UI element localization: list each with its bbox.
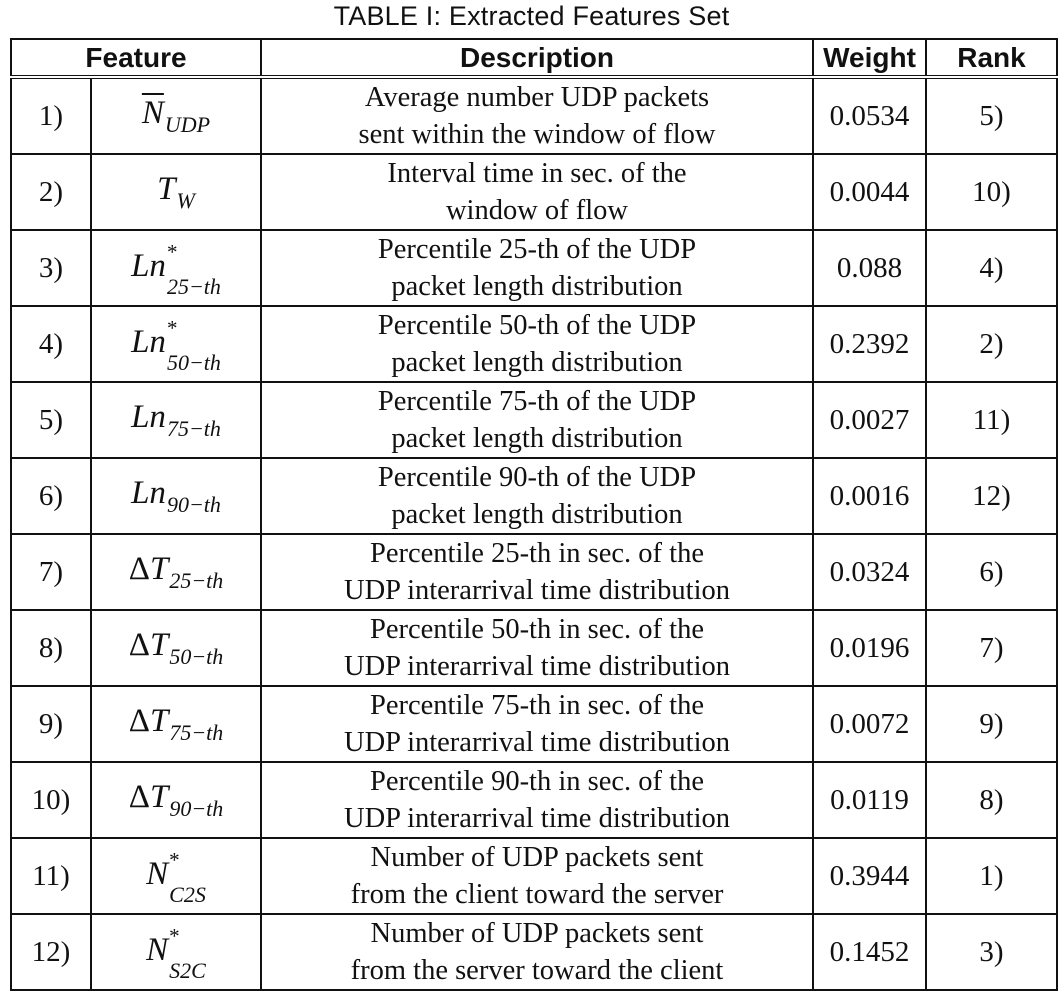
symbol-subscript: C2S — [169, 882, 206, 908]
feature-symbol — [91, 154, 261, 230]
symbol-base: $\overline{N}$ — [141, 94, 164, 131]
description-line-2: packet length distribution — [391, 499, 683, 530]
feature-description — [261, 838, 813, 914]
description-line-1: Percentile 75-th of the UDP — [377, 386, 697, 417]
features-table — [10, 38, 1058, 991]
feature-index: 5) — [11, 382, 91, 458]
symbol-base: Ln — [131, 398, 166, 435]
feature-symbol — [91, 382, 261, 458]
feature-description — [261, 458, 813, 534]
description-line-1: Percentile 25-th in sec. of the — [370, 538, 704, 569]
feature-index: 6) — [11, 458, 91, 534]
feature-description — [261, 610, 813, 686]
symbol-base: T — [157, 170, 176, 207]
feature-index: 3) — [11, 230, 91, 306]
feature-weight: 0.0016 — [813, 458, 926, 534]
symbol-superscript: * — [169, 924, 180, 949]
feature-symbol — [91, 838, 261, 914]
feature-description — [261, 306, 813, 382]
symbol-base: Ln — [131, 247, 166, 284]
feature-symbol — [91, 686, 261, 762]
feature-symbol — [91, 306, 261, 382]
feature-weight: 0.0027 — [813, 382, 926, 458]
description-line-1: Percentile 50-th in sec. of the — [370, 614, 704, 645]
description-line-2: UDP interarrival time distribution — [343, 651, 730, 682]
feature-index: 4) — [11, 306, 91, 382]
feature-symbol — [91, 77, 261, 154]
header-weight: Weight — [813, 39, 926, 77]
feature-symbol — [91, 458, 261, 534]
symbol-base: Ln — [131, 474, 166, 511]
description-line-1: Percentile 50-th of the UDP — [377, 310, 697, 341]
feature-weight: 0.1452 — [813, 914, 926, 990]
feature-rank: 3) — [926, 914, 1057, 990]
symbol-base: T — [149, 550, 169, 587]
description-line-2: from the client toward the server — [350, 879, 724, 910]
feature-symbol — [91, 914, 261, 990]
header-rank: Rank — [926, 39, 1057, 77]
symbol-base: N — [146, 931, 169, 968]
feature-symbol — [91, 610, 261, 686]
description-line-2: UDP interarrival time distribution — [343, 803, 730, 834]
feature-weight: 0.088 — [813, 230, 926, 306]
table-row — [11, 914, 1057, 990]
table-row — [11, 686, 1057, 762]
feature-weight: 0.3944 — [813, 838, 926, 914]
symbol-base: T — [149, 778, 169, 815]
symbol-subscript: 50−th — [169, 643, 224, 669]
symbol-subscript: S2C — [169, 958, 206, 984]
feature-description — [261, 686, 813, 762]
feature-index: 11) — [11, 838, 91, 914]
feature-symbol — [91, 534, 261, 610]
delta-symbol: Δ — [128, 626, 150, 663]
feature-description — [261, 382, 813, 458]
table-row — [11, 154, 1057, 230]
description-line-1: Percentile 90-th of the UDP — [377, 462, 697, 493]
feature-description — [261, 77, 813, 154]
delta-symbol: Δ — [128, 702, 150, 739]
feature-rank: 1) — [926, 838, 1057, 914]
table-row — [11, 230, 1057, 306]
description-line-1: Percentile 90-th in sec. of the — [370, 766, 704, 797]
table-row — [11, 458, 1057, 534]
feature-index: 10) — [11, 762, 91, 838]
description-line-2: from the server toward the client — [350, 955, 724, 986]
feature-rank: 7) — [926, 610, 1057, 686]
symbol-superscript: * — [166, 316, 178, 341]
feature-weight: 0.0119 — [813, 762, 926, 838]
feature-index: 8) — [11, 610, 91, 686]
feature-weight: 0.2392 — [813, 306, 926, 382]
table-row — [11, 306, 1057, 382]
feature-rank: 11) — [926, 382, 1057, 458]
header-feature: Feature — [11, 39, 261, 77]
description-line-1: Percentile 75-th in sec. of the — [370, 690, 704, 721]
feature-rank: 9) — [926, 686, 1057, 762]
feature-rank: 10) — [926, 154, 1057, 230]
description-line-2: window of flow — [445, 195, 629, 226]
feature-index: 1) — [11, 77, 91, 154]
feature-index: 7) — [11, 534, 91, 610]
description-line-1: Interval time in sec. of the — [387, 158, 687, 189]
feature-rank: 12) — [926, 458, 1057, 534]
feature-weight: 0.0044 — [813, 154, 926, 230]
header-description: Description — [261, 39, 813, 77]
table-row — [11, 838, 1057, 914]
description-line-2: UDP interarrival time distribution — [343, 727, 730, 758]
feature-rank: 8) — [926, 762, 1057, 838]
header-row — [11, 39, 1057, 77]
feature-rank: 4) — [926, 230, 1057, 306]
feature-rank: 6) — [926, 534, 1057, 610]
symbol-base: T — [149, 702, 169, 739]
symbol-subscript: 90−th — [169, 795, 224, 821]
feature-weight: 0.0324 — [813, 534, 926, 610]
description-line-1: Number of UDP packets sent — [370, 842, 704, 873]
symbol-subscript: 90−th — [166, 491, 221, 517]
symbol-subscript: 75−th — [166, 415, 221, 441]
description-line-2: packet length distribution — [391, 347, 683, 378]
table-caption: TABLE I: Extracted Features Set — [333, 1, 730, 31]
feature-weight: 0.0534 — [813, 77, 926, 154]
symbol-subscript: 50−th — [166, 350, 221, 376]
feature-description — [261, 154, 813, 230]
feature-description — [261, 230, 813, 306]
feature-description — [261, 914, 813, 990]
feature-weight: 0.0196 — [813, 610, 926, 686]
description-line-2: packet length distribution — [391, 271, 683, 302]
table-row — [11, 77, 1057, 154]
symbol-subscript: 25−th — [169, 567, 224, 593]
table-row — [11, 762, 1057, 838]
table-row — [11, 382, 1057, 458]
feature-rank: 2) — [926, 306, 1057, 382]
description-line-1: Number of UDP packets sent — [370, 918, 704, 949]
delta-symbol: Δ — [128, 778, 150, 815]
feature-rank: 5) — [926, 77, 1057, 154]
description-line-1: Average number UDP packets — [364, 82, 710, 113]
feature-symbol — [91, 762, 261, 838]
feature-description — [261, 762, 813, 838]
symbol-subscript: 75−th — [169, 719, 224, 745]
symbol-subscript: W — [176, 187, 195, 213]
description-line-2: packet length distribution — [391, 423, 683, 454]
symbol-subscript: 25−th — [166, 274, 221, 300]
feature-weight: 0.0072 — [813, 686, 926, 762]
table-row — [11, 534, 1057, 610]
feature-index: 2) — [11, 154, 91, 230]
feature-symbol — [91, 230, 261, 306]
description-line-1: Percentile 25-th of the UDP — [377, 234, 697, 265]
feature-index: 9) — [11, 686, 91, 762]
feature-description — [261, 534, 813, 610]
delta-symbol: Δ — [128, 550, 150, 587]
symbol-base: Ln — [131, 323, 166, 360]
symbol-base: N — [146, 855, 169, 892]
feature-index: 12) — [11, 914, 91, 990]
symbol-subscript: UDP — [164, 111, 211, 137]
description-line-2: sent within the window of flow — [358, 119, 716, 150]
description-line-2: UDP interarrival time distribution — [343, 575, 730, 606]
symbol-superscript: * — [166, 240, 178, 265]
table-row — [11, 610, 1057, 686]
symbol-base: T — [149, 626, 169, 663]
symbol-superscript: * — [169, 848, 180, 873]
